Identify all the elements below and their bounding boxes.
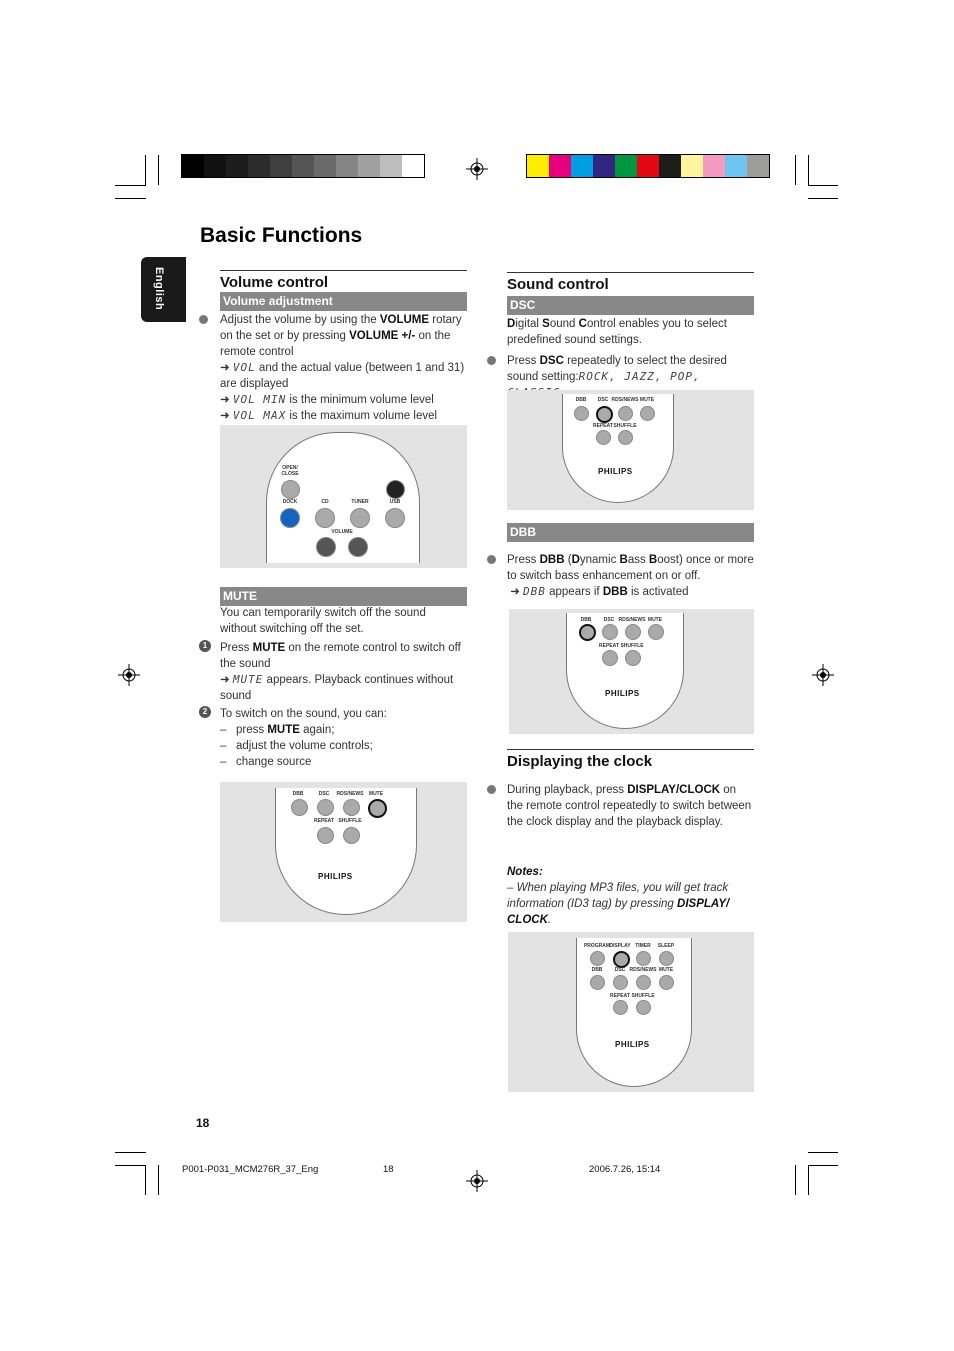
grey-calibration-bar [181,154,425,178]
color-swatch [336,155,358,177]
volume-adjustment-bar: Volume adjustment [220,292,467,311]
color-swatch [659,155,681,177]
color-swatch [402,155,424,177]
crop-mark [115,1165,146,1166]
color-swatch [248,155,270,177]
dsc-instruction: Press DSC repeatedly to select the desired sound setting:ROCK, JAZZ, POP, [507,353,754,401]
bullet-icon [487,356,496,365]
dbb-button [590,975,605,990]
mute-button [368,799,387,818]
lcd-text: VOL MAX [232,409,287,422]
lcd-text: ROCK, JAZZ, POP, [578,370,701,383]
remote-illustration-dsc: DBB DSC RDS/NEWS MUTE REPEAT SHUFFLE PHILIPS [507,390,754,510]
color-swatch [725,155,747,177]
dsc-bar: DSC [507,296,754,315]
color-swatch [527,155,549,177]
dbb-instruction: Press DBB (Dynamic Bass Boost) once or more to switch bass enhancement on or off. ➜ DBB appears if DBB is activated [507,554,754,598]
footer-file: P001-P031_MCM276R_37_Eng [182,1164,319,1175]
crop-mark [795,155,796,185]
shuffle-button [343,827,360,844]
color-swatch [703,155,725,177]
remote-illustration-display: PROGRAM DISPLAY TIMER SLEEP DBB DSC RDS/NEWS MUTE REPEAT SHUFFLE PHILIPS [508,932,754,1092]
crop-mark [145,155,146,185]
dock-button [280,508,300,528]
crop-mark [808,1152,838,1153]
page-title: Basic Functions [200,224,363,247]
remote-illustration-volume: OPEN/ CLOSE DOCK CD TUNER USB VOLUME [220,425,467,568]
clock-heading: Displaying the clock [507,749,754,770]
repeat-button [317,827,334,844]
dsc-description: Digital Sound Control enables you to select predefined sound settings. [507,318,727,346]
registration-mark-icon [466,1170,488,1192]
crop-mark [115,1152,146,1153]
crop-mark [808,1165,838,1166]
color-swatch [380,155,402,177]
color-swatch [593,155,615,177]
remote-illustration-mute: DBB DSC RDS/NEWS MUTE REPEAT SHUFFLE PHILIPS [220,782,467,922]
crop-mark [808,198,838,199]
crop-mark [158,1165,159,1195]
mute-step-1: Press MUTE on the remote control to switch off the sound ➜ MUTE appears. Playback continues without sound [220,642,461,702]
shuffle-button [636,1000,651,1015]
rds-news-button [343,799,360,816]
lcd-text: MUTE [232,673,264,686]
mute-button [640,406,655,421]
crop-mark [115,185,146,186]
clock-instruction: During playback, press DISPLAY/CLOCK on the remote control repeatedly to switch between the clock display and the playback display. [507,784,752,828]
page-number: 18 [196,1116,210,1130]
bullet-icon [199,315,208,324]
display-clock-button [613,951,630,968]
repeat-button [602,650,618,666]
lcd-text: VOL MIN [232,393,287,406]
color-swatch [681,155,703,177]
usb-button [385,508,405,528]
rds-news-button [625,624,641,640]
mute-intro: You can temporarily switch off the sound without switching off the set. [220,607,426,635]
step-2-icon: 2 [199,706,211,718]
dbb-bar: DBB [507,523,754,542]
sound-control-heading: Sound control [507,272,754,293]
color-swatch [747,155,769,177]
dsc-button [317,799,334,816]
registration-mark-icon [118,664,140,686]
dsc-button [602,624,618,640]
color-calibration-bar [526,154,770,178]
dbb-button [579,624,596,641]
mute-button [648,624,664,640]
dsc-button [613,975,628,990]
rds-news-button [618,406,633,421]
crop-mark [115,198,146,199]
color-swatch [292,155,314,177]
color-swatch [549,155,571,177]
color-swatch [182,155,204,177]
brand-logo: PHILIPS [598,467,633,476]
eject-button [281,480,300,499]
brand-logo: PHILIPS [605,689,640,698]
crop-mark [158,155,159,185]
bullet-icon [487,785,496,794]
tuner-button [350,508,370,528]
lcd-text: VOL [232,361,256,374]
crop-mark [808,155,809,185]
color-swatch [637,155,659,177]
shuffle-button [618,430,633,445]
mute-bar: MUTE [220,587,467,606]
power-button [386,480,405,499]
color-swatch [358,155,380,177]
color-swatch [314,155,336,177]
step-1-icon: 1 [199,640,211,652]
volume-minus-button [316,537,336,557]
brand-logo: PHILIPS [318,872,353,881]
language-tab [141,257,186,322]
dsc-button [596,406,613,423]
remote-illustration-dbb: DBB DSC RDS/NEWS MUTE REPEAT SHUFFLE PHILIPS [509,609,754,734]
cd-button [315,508,335,528]
color-swatch [204,155,226,177]
volume-plus-button [348,537,368,557]
volume-control-heading: Volume control [220,270,467,291]
timer-button [636,951,651,966]
program-button [590,951,605,966]
repeat-button [613,1000,628,1015]
crop-mark [795,1165,796,1195]
repeat-button [596,430,611,445]
lcd-text: DBB [523,585,546,598]
volume-adjust-text: Adjust the volume by using the VOLUME rotary on the set or by pressing VOLUME +/- on the remote control ➜ VOL and the actual value (between 1 and 31) are displayed ➜ VOL MIN is the minimum volume level ➜ VOL MAX is the maximum volume level [220,314,465,422]
shuffle-button [625,650,641,666]
bullet-icon [487,555,496,564]
footer-page: 18 [383,1164,394,1175]
dbb-button [291,799,308,816]
crop-mark [808,1165,809,1195]
crop-mark [808,185,838,186]
brand-logo: PHILIPS [615,1040,650,1049]
notes: Notes: – When playing MP3 files, you will get track information (ID3 tag) by pressing DISPLAY/ CLOCK. [507,866,730,926]
sleep-button [659,951,674,966]
footer-date: 2006.7.26, 15:14 [589,1164,661,1175]
crop-mark [145,1165,146,1195]
color-swatch [615,155,637,177]
registration-mark-icon [812,664,834,686]
registration-mark-icon [466,158,488,180]
rds-news-button [636,975,651,990]
color-swatch [270,155,292,177]
language-tab-label: English [153,267,165,311]
mute-button [659,975,674,990]
dbb-button [574,406,589,421]
color-swatch [226,155,248,177]
mute-step-2: To switch on the sound, you can: – press MUTE again; – adjust the volume controls; – change source [220,708,387,768]
color-swatch [571,155,593,177]
